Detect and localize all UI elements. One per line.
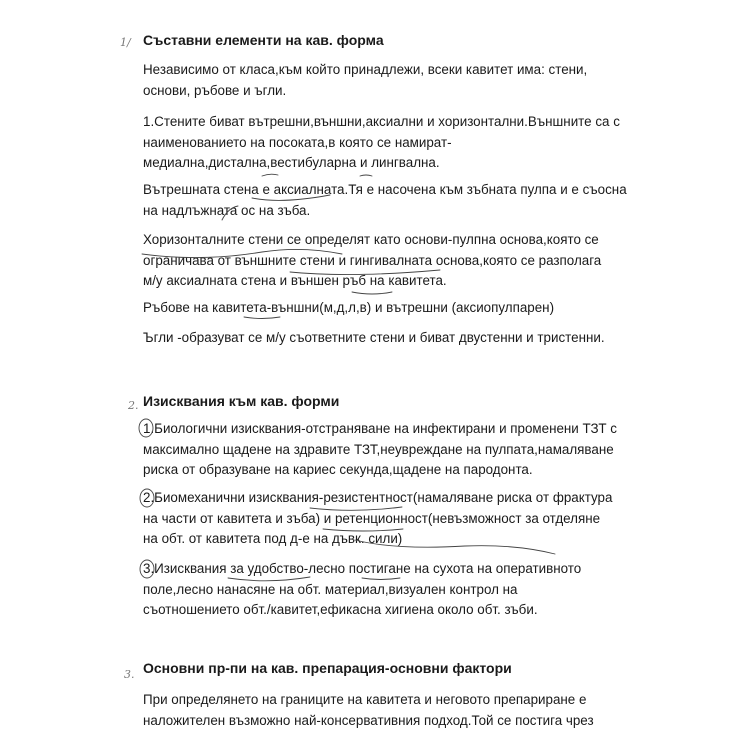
text-line: Ръбове на кавитета-външни(м,д,л,в) и вътрешни (аксиопулпарен) <box>143 300 555 315</box>
section-2-paragraph-3 <box>143 559 581 621</box>
text-line: медиална,дистална,вестибуларна и лингвална. <box>143 155 440 170</box>
pen-underline <box>352 292 392 294</box>
section-1-paragraph-3 <box>143 180 627 221</box>
section-1-paragraph-5 <box>143 298 554 319</box>
section-1-paragraph-1 <box>143 60 587 101</box>
text-line: 1.Стените биват вътрешни,външни,аксиални и хоризонтални.Външните са с <box>143 114 620 129</box>
text-line: ограничава от външните стени и гингивалната основа,която се разполага <box>143 252 602 268</box>
text-line: на части от кавитета и зъба) и ретенционност(невъзможност за отделяне <box>143 510 601 526</box>
text-line: поле,лесно нанасяне на обт. материал,визуален контрол на <box>143 581 518 597</box>
section-3-paragraph-1 <box>143 690 594 731</box>
text-line: на обт. от кавитета под д-е на дъвк. сили) <box>143 531 403 546</box>
section-2-paragraph-2 <box>143 488 612 550</box>
text-line: Вътрешната стена е аксиалната.Тя е насочена към зъбната пулпа и е съосна <box>143 182 627 197</box>
text-line: съотношението обт./кавитет,ефикасна хигиена около обт. зъби. <box>143 602 538 617</box>
section-2-marker: 2. <box>128 399 139 412</box>
text-line: основи, ръбове и ъгли. <box>143 82 287 98</box>
text-line: 2.Биомеханични изисквания-резистентност(намаляване риска от фрактура <box>143 490 613 505</box>
section-2-paragraph-1 <box>143 419 617 481</box>
text-line: 3.Изисквания за удобство-лесно постигане на сухота на оперативното <box>143 561 582 576</box>
text-line: Независимо от класа,към който принадлежи, всеки кавитет има: стени, <box>143 62 588 77</box>
text-line: риска от образуване на кариес секунда,щадене на пародонта. <box>143 462 533 477</box>
text-line: При определянето на границите на кавитета и неговото препариране е <box>143 692 587 707</box>
text-line: 1.Биологични изисквания-отстраняване на инфектирани и променени ТЗТ с <box>143 421 617 436</box>
section-3-marker: 3. <box>124 668 135 681</box>
section-2-title: Изисквания към кав. форми <box>143 393 340 409</box>
section-3-title: Основни пр-пи на кав. препарация-основни фактори <box>143 660 512 676</box>
text-line: наложителен възможно най-консервативния подход.Той се постига чрез <box>143 712 594 728</box>
section-1-paragraph-4 <box>143 230 601 292</box>
pen-mark <box>360 175 372 176</box>
text-line: м/у аксиалната стена и външен ръб на кавитета. <box>143 273 447 288</box>
section-1-title: Съставни елементи на кав. форма <box>143 32 384 48</box>
text-line: максимално щадене на здравите ТЗТ,неувреждане на пулпата,намаляване <box>143 441 614 457</box>
pen-mark <box>262 174 278 176</box>
section-1-marker: 1/ <box>120 36 131 49</box>
text-line: на надлъжната ос на зъба. <box>143 202 311 218</box>
text-line: Ъгли -образуват се м/у съответните стени и биват двустенни и тристенни. <box>143 330 605 345</box>
text-line: Хоризонталните стени се определят като основи-пулпна основа,която се <box>143 232 599 247</box>
section-1-paragraph-2 <box>143 112 620 174</box>
section-1-paragraph-6 <box>143 328 605 349</box>
text-line: наименованието на посоката,в която се намират- <box>143 134 452 150</box>
